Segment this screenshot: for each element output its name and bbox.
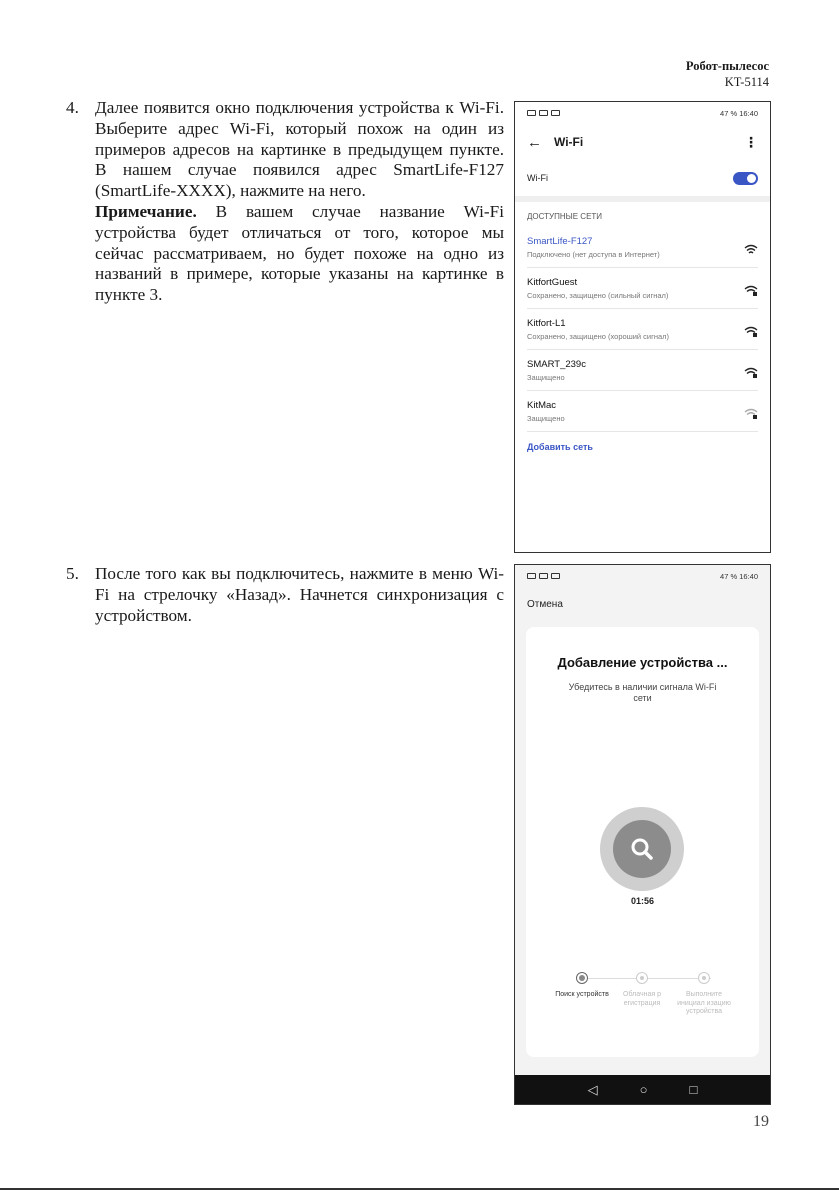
step-4 — [66, 98, 504, 306]
note-label: Примечание. — [95, 201, 197, 221]
header-model: KT-5114 — [724, 75, 769, 89]
page-number: 19 — [753, 1113, 769, 1130]
wifi-toggle-row[interactable] — [515, 160, 770, 196]
step-cloud — [614, 972, 670, 1008]
network-desc: Защищено — [527, 372, 565, 382]
step-5 — [66, 564, 504, 626]
page-header — [686, 58, 769, 90]
card-title: Добавление устройства ... — [557, 655, 728, 670]
network-desc: Защищено — [527, 413, 565, 423]
wifi-toggle-label: Wi-Fi — [527, 173, 548, 183]
wifi-lock-icon — [744, 283, 758, 294]
step-init — [676, 972, 732, 1017]
bottom-rule — [0, 1188, 839, 1190]
status-bar — [515, 102, 770, 124]
step-note — [95, 202, 504, 306]
step-dot-icon — [636, 972, 648, 984]
network-item[interactable] — [527, 350, 758, 391]
nav-recents-icon[interactable]: □ — [689, 1082, 698, 1097]
status-bar — [515, 565, 770, 587]
step-text: Далее появится окно подключения устройства к Wi-Fi. Выберите адрес Wi-Fi, который похож на один из примеров адресов на картинке в предыдущем пункте. В нашем случае появился адрес SmartLife-F127 (SmartLife-XXXX), нажмите на него. — [95, 98, 504, 201]
network-desc: Сохранено, защищено (хороший сигнал) — [527, 331, 670, 341]
available-networks-header: ДОСТУПНЫЕ СЕТИ — [527, 212, 603, 221]
step-search — [554, 972, 610, 1000]
wifi-lock-icon — [744, 324, 758, 335]
status-right: 47 % 16:40 — [720, 108, 758, 118]
nav-home-icon[interactable]: ○ — [639, 1082, 648, 1097]
signal-icon — [539, 110, 548, 116]
step-dot-icon — [698, 972, 710, 984]
progress-steps — [554, 972, 739, 1052]
network-name: SmartLife-F127 — [527, 235, 593, 247]
sim-icon — [527, 110, 536, 116]
network-name: KitMac — [527, 399, 557, 411]
wifi-signal-icon — [744, 242, 758, 253]
step-text: После того как вы подключитесь, нажмите в меню Wi-Fi на стрелочку «Назад». Начнется синхронизация с устройством. — [95, 564, 504, 625]
more-menu-icon[interactable]: ⋮ — [744, 133, 758, 150]
search-progress-ring — [600, 807, 684, 891]
network-item[interactable] — [527, 309, 758, 350]
network-item[interactable] — [527, 227, 758, 268]
network-name: Kitfort-L1 — [527, 317, 566, 329]
phone-screenshot-wifi — [514, 101, 771, 553]
network-name: KitfortGuest — [527, 276, 578, 288]
wifi-lock-weak-icon — [744, 406, 758, 417]
network-item[interactable] — [527, 268, 758, 309]
sim-icon — [527, 573, 536, 579]
network-desc: Сохранено, защищено (сильный сигнал) — [527, 290, 669, 300]
wifi-status-icon — [551, 110, 560, 116]
note-text: В вашем случае название Wi-Fi устройства будет отличаться от того, которое мы сейчас рассматриваем, но будет похоже на одно из названий в примере, которые указаны на картинке в пункте 3. — [95, 201, 504, 305]
header-product: Робот-пылесос — [685, 59, 769, 73]
status-right: 47 % 16:40 — [720, 571, 758, 581]
nav-bar — [515, 1075, 770, 1104]
step-number: 5. — [66, 564, 79, 583]
back-arrow-icon[interactable]: ← — [527, 133, 542, 151]
network-desc: Подключено (нет доступа в Интернет) — [527, 249, 660, 259]
countdown-timer: 01:56 — [630, 896, 655, 906]
signal-icon — [539, 573, 548, 579]
phone-screenshot-adding-device — [514, 564, 771, 1105]
step-label: Облачная р егистрация — [623, 991, 661, 1007]
add-network-link[interactable]: Добавить сеть — [527, 442, 593, 452]
card-subtitle: Убедитесь в наличии сигнала Wi-Fi сети — [568, 682, 717, 703]
network-item[interactable] — [527, 391, 758, 432]
wifi-status-icon — [551, 573, 560, 579]
nav-back-icon[interactable]: ◁ — [587, 1081, 598, 1097]
step-number: 4. — [66, 98, 79, 117]
wifi-toggle-switch[interactable] — [733, 172, 758, 185]
cancel-button[interactable]: Отмена — [527, 599, 563, 610]
network-name: SMART_239c — [527, 358, 586, 370]
screen-title: Wi-Fi — [554, 135, 584, 149]
step-label: Поиск устройств — [555, 991, 609, 998]
app-bar — [515, 124, 770, 160]
search-icon — [613, 820, 671, 878]
step-dot-icon — [576, 972, 588, 984]
adding-device-card — [526, 627, 759, 1057]
wifi-lock-icon — [744, 365, 758, 376]
step-label: Выполните инициал изацию устройства — [677, 991, 731, 1015]
